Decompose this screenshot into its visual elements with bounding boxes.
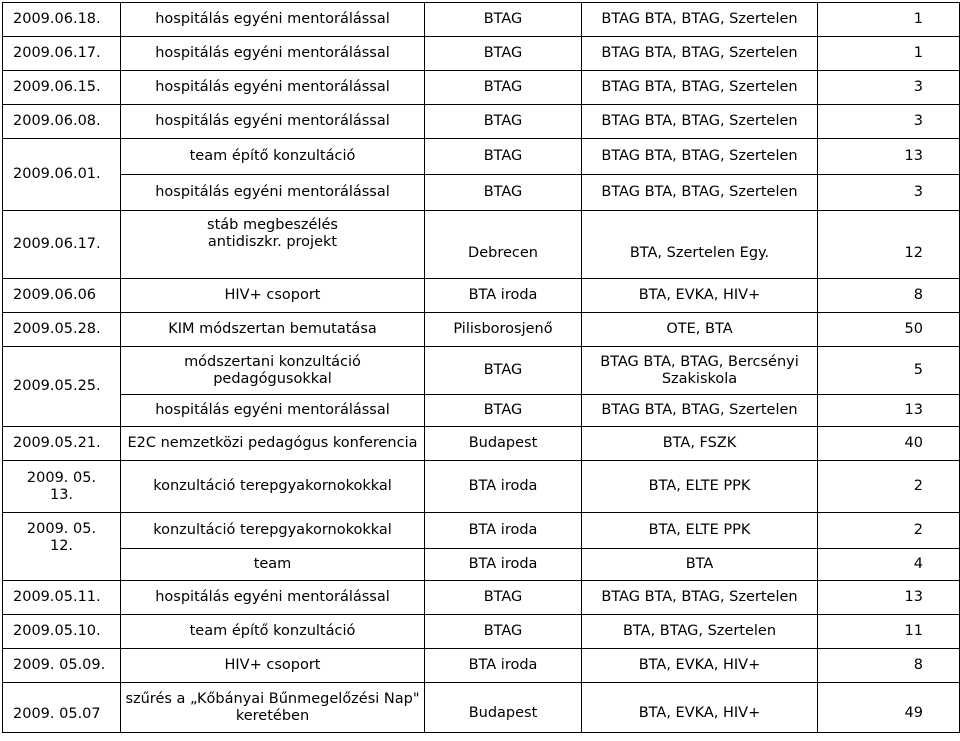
place-cell: BTAG (425, 71, 582, 105)
activity-line: keretében (235, 707, 310, 724)
place-cell: BTAG (425, 139, 582, 175)
date-cell: 2009. 05.09. (3, 649, 121, 683)
table-row (3, 139, 960, 175)
participants-line: Szakiskola (661, 370, 738, 387)
date-cell: 2009.06.18. (3, 3, 121, 37)
table-row (3, 427, 960, 461)
participants-cell: BTAG BTA, BTAG, Szertelen (582, 395, 818, 427)
count-cell: 8 (818, 279, 960, 313)
table-row (3, 279, 960, 313)
count-cell: 13 (818, 395, 960, 427)
participants-cell: BTA, FSZK (582, 427, 818, 461)
count-cell: 11 (818, 615, 960, 649)
table-row (3, 683, 960, 733)
place-cell: Debrecen (425, 211, 582, 279)
participants-cell: BTAG BTA, BTAG, Szertelen (582, 71, 818, 105)
date-cell: 2009.05.25. (3, 347, 121, 427)
count-cell: 3 (818, 175, 960, 211)
place-cell: BTAG (425, 175, 582, 211)
table-row (3, 71, 960, 105)
count-cell: 3 (818, 71, 960, 105)
participants-cell: BTA, EVKA, HIV+ (582, 683, 818, 733)
activity-cell: team építő konzultáció (121, 615, 425, 649)
count-cell: 8 (818, 649, 960, 683)
table-row (3, 313, 960, 347)
activity-cell: hospitálás egyéni mentorálással (121, 3, 425, 37)
table-row (3, 549, 960, 581)
place-cell: BTAG (425, 615, 582, 649)
date-cell: 2009.05.28. (3, 313, 121, 347)
date-cell: 2009.06.17. (3, 37, 121, 71)
date-cell: 2009.06.06 (3, 279, 121, 313)
participants-cell: BTA, ELTE PPK (582, 513, 818, 549)
activity-cell: hospitálás egyéni mentorálással (121, 175, 425, 211)
participants-cell: BTA, BTAG, Szertelen (582, 615, 818, 649)
date-line: 2009. 05. (26, 521, 97, 537)
count-cell: 40 (818, 427, 960, 461)
participants-cell: BTA (582, 549, 818, 581)
place-cell: Budapest (425, 427, 582, 461)
count-cell: 50 (818, 313, 960, 347)
place-cell: Pilisborosjenő (425, 313, 582, 347)
participants-cell: BTAG BTA, BTAG, Szertelen (582, 581, 818, 615)
place-cell: BTAG (425, 105, 582, 139)
participants-cell: BTA, EVKA, HIV+ (582, 279, 818, 313)
table-row (3, 395, 960, 427)
participants-cell: OTE, BTA (582, 313, 818, 347)
activity-cell: HIV+ csoport (121, 649, 425, 683)
activity-cell: konzultáció terepgyakornokokkal (121, 513, 425, 549)
date-cell: 2009.06.15. (3, 71, 121, 105)
table-row (3, 649, 960, 683)
table-row (3, 3, 960, 37)
count-cell: 5 (818, 347, 960, 395)
date-cell (3, 461, 121, 513)
place-cell: BTA iroda (425, 279, 582, 313)
participants-cell: BTAG BTA, BTAG, Szertelen (582, 139, 818, 175)
place-cell: BTA iroda (425, 513, 582, 549)
participants-cell: BTA, Szertelen Egy. (582, 211, 818, 279)
date-cell: 2009. 05.07 (3, 683, 121, 733)
date-cell (3, 513, 121, 581)
count-cell: 13 (818, 139, 960, 175)
activity-line: stáb megbeszélés (207, 217, 338, 233)
date-cell: 2009.05.10. (3, 615, 121, 649)
participants-cell: BTA, ELTE PPK (582, 461, 818, 513)
participants-cell (582, 347, 818, 395)
activity-cell: hospitálás egyéni mentorálással (121, 105, 425, 139)
participants-line: BTAG BTA, BTAG, Bercsényi (600, 353, 799, 370)
place-cell: BTA iroda (425, 461, 582, 513)
count-cell: 12 (818, 211, 960, 279)
activity-cell: konzultáció terepgyakornokokkal (121, 461, 425, 513)
activity-cell: hospitálás egyéni mentorálással (121, 395, 425, 427)
participants-cell: BTAG BTA, BTAG, Szertelen (582, 105, 818, 139)
table-row (3, 175, 960, 211)
count-cell: 49 (818, 683, 960, 733)
place-cell: BTA iroda (425, 649, 582, 683)
activity-cell: team építő konzultáció (121, 139, 425, 175)
activity-cell: team (121, 549, 425, 581)
activity-line: szűrés a „Kőbányai Bűnmegelőzési Nap" (125, 690, 420, 707)
activity-line: antidiszkr. projekt (207, 234, 338, 250)
activity-cell: HIV+ csoport (121, 279, 425, 313)
place-cell: BTA iroda (425, 549, 582, 581)
table-row (3, 461, 960, 513)
table-row (3, 37, 960, 71)
count-cell: 3 (818, 105, 960, 139)
date-cell: 2009.05.21. (3, 427, 121, 461)
count-cell: 1 (818, 3, 960, 37)
activity-cell: módszertani konzultáció pedagógusokkal (121, 347, 425, 395)
place-cell: BTAG (425, 347, 582, 395)
count-cell: 13 (818, 581, 960, 615)
table-row (3, 513, 960, 549)
participants-cell: BTAG BTA, BTAG, Szertelen (582, 3, 818, 37)
date-line: 2009. 05. (26, 469, 97, 486)
table-row (3, 105, 960, 139)
date-cell: 2009.06.01. (3, 139, 121, 211)
activity-cell: hospitálás egyéni mentorálással (121, 581, 425, 615)
date-cell: 2009.06.17. (3, 211, 121, 279)
date-cell: 2009.06.08. (3, 105, 121, 139)
table-row (3, 615, 960, 649)
activity-log-table (2, 2, 960, 733)
activity-cell: KIM módszertan bemutatása (121, 313, 425, 347)
table-row (3, 581, 960, 615)
place-cell: BTAG (425, 37, 582, 71)
table-row (3, 211, 960, 279)
date-line: 12. (49, 538, 74, 554)
activity-cell (121, 211, 425, 279)
count-cell: 2 (818, 461, 960, 513)
place-cell: Budapest (425, 683, 582, 733)
date-cell: 2009.05.11. (3, 581, 121, 615)
place-cell: BTAG (425, 581, 582, 615)
count-cell: 4 (818, 549, 960, 581)
place-cell: BTAG (425, 395, 582, 427)
participants-cell: BTAG BTA, BTAG, Szertelen (582, 175, 818, 211)
participants-cell: BTA, EVKA, HIV+ (582, 649, 818, 683)
table-row (3, 347, 960, 395)
count-cell: 2 (818, 513, 960, 549)
activity-cell: hospitálás egyéni mentorálással (121, 37, 425, 71)
date-line: 13. (49, 486, 74, 503)
activity-cell (121, 683, 425, 733)
participants-cell: BTAG BTA, BTAG, Szertelen (582, 37, 818, 71)
count-cell: 1 (818, 37, 960, 71)
activity-cell: E2C nemzetközi pedagógus konferencia (121, 427, 425, 461)
place-cell: BTAG (425, 3, 582, 37)
activity-cell: hospitálás egyéni mentorálással (121, 71, 425, 105)
